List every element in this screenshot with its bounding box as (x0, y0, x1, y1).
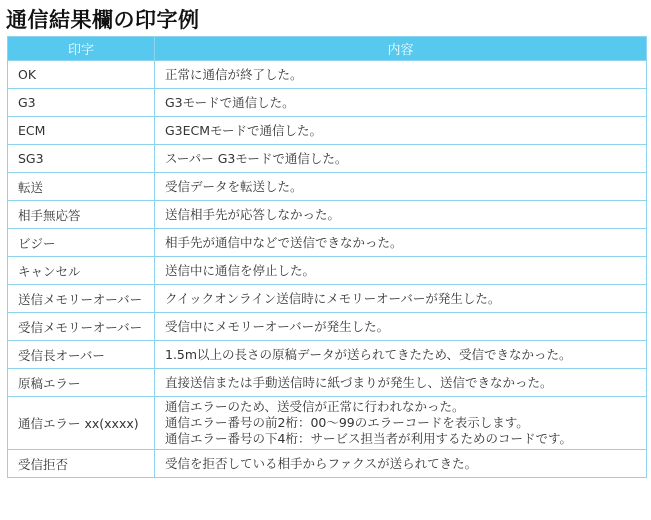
page-title: 通信結果欄の印字例 (6, 8, 200, 32)
cell-print: 相手無応答 (8, 201, 155, 229)
content-line: 正常に通信が終了した。 (165, 66, 303, 82)
table-row (8, 341, 647, 369)
table-row (8, 257, 647, 285)
table-row (8, 201, 647, 229)
cell-print: OK (8, 61, 155, 89)
cell-print: 転送 (8, 173, 155, 201)
table-row (8, 369, 647, 397)
content-line: 通信エラー番号の下4桁：サービス担当者が利用するためのコードです。 (165, 431, 572, 446)
cell-content (155, 313, 647, 341)
table-header-row (8, 37, 647, 61)
content-line: 直接送信または手動送信時に紙づまりが発生し、送信できなかった。 (165, 374, 553, 390)
cell-content (155, 173, 647, 201)
content-line: 相手先が通信中などで送信できなかった。 (165, 234, 403, 250)
cell-print: SG3 (8, 145, 155, 173)
table-row (8, 89, 647, 117)
content-line: 送信中に通信を停止した。 (165, 262, 316, 278)
cell-content (155, 369, 647, 397)
content-line: 通信エラーのため、送受信が正常に行われなかった。 (165, 399, 465, 414)
cell-print: 受信メモリーオーバー (8, 313, 155, 341)
table-row (8, 313, 647, 341)
content-line: 受信を拒否している相手からファクスが送られてきた。 (165, 455, 478, 471)
content-line: 通信エラー番号の前2桁：00～99のエラーコードを表示します。 (165, 415, 529, 430)
result-print-table (7, 36, 647, 478)
cell-content (155, 341, 647, 369)
cell-content (155, 450, 647, 478)
table-row (8, 450, 647, 478)
content-line: 受信中にメモリーオーバーが発生した。 (165, 318, 390, 334)
cell-content (155, 257, 647, 285)
table-row (8, 229, 647, 257)
cell-print: キャンセル (8, 257, 155, 285)
cell-print: ビジー (8, 229, 155, 257)
header-print: 印字 (8, 37, 155, 61)
cell-print: ECM (8, 117, 155, 145)
content-line: 1.5m以上の長さの原稿データが送られてきたため、受信できなかった。 (165, 346, 572, 362)
content-line: G3ECMモードで通信した。 (165, 122, 323, 138)
cell-print: G3 (8, 89, 155, 117)
cell-content (155, 145, 647, 173)
content-line: クイックオンライン送信時にメモリーオーバーが発生した。 (165, 290, 501, 306)
cell-print: 受信拒否 (8, 450, 155, 478)
cell-content (155, 397, 647, 450)
cell-content (155, 285, 647, 313)
cell-print: 受信長オーバー (8, 341, 155, 369)
table-row (8, 61, 647, 89)
table-body (8, 61, 647, 478)
table-row (8, 397, 647, 450)
content-line: G3モードで通信した。 (165, 94, 295, 110)
cell-print: 送信メモリーオーバー (8, 285, 155, 313)
cell-content (155, 89, 647, 117)
cell-print: 原稿エラー (8, 369, 155, 397)
table-row (8, 285, 647, 313)
cell-content (155, 201, 647, 229)
table-row (8, 117, 647, 145)
content-line: 受信データを転送した。 (165, 178, 303, 194)
header-content: 内容 (155, 37, 647, 61)
table-row (8, 173, 647, 201)
table-row (8, 145, 647, 173)
cell-print: 通信エラー xx(xxxx) (8, 397, 155, 450)
content-line: スーパー G3モードで通信した。 (165, 150, 348, 166)
cell-content (155, 61, 647, 89)
content-line: 送信相手先が応答しなかった。 (165, 206, 341, 222)
cell-content (155, 117, 647, 145)
cell-content (155, 229, 647, 257)
